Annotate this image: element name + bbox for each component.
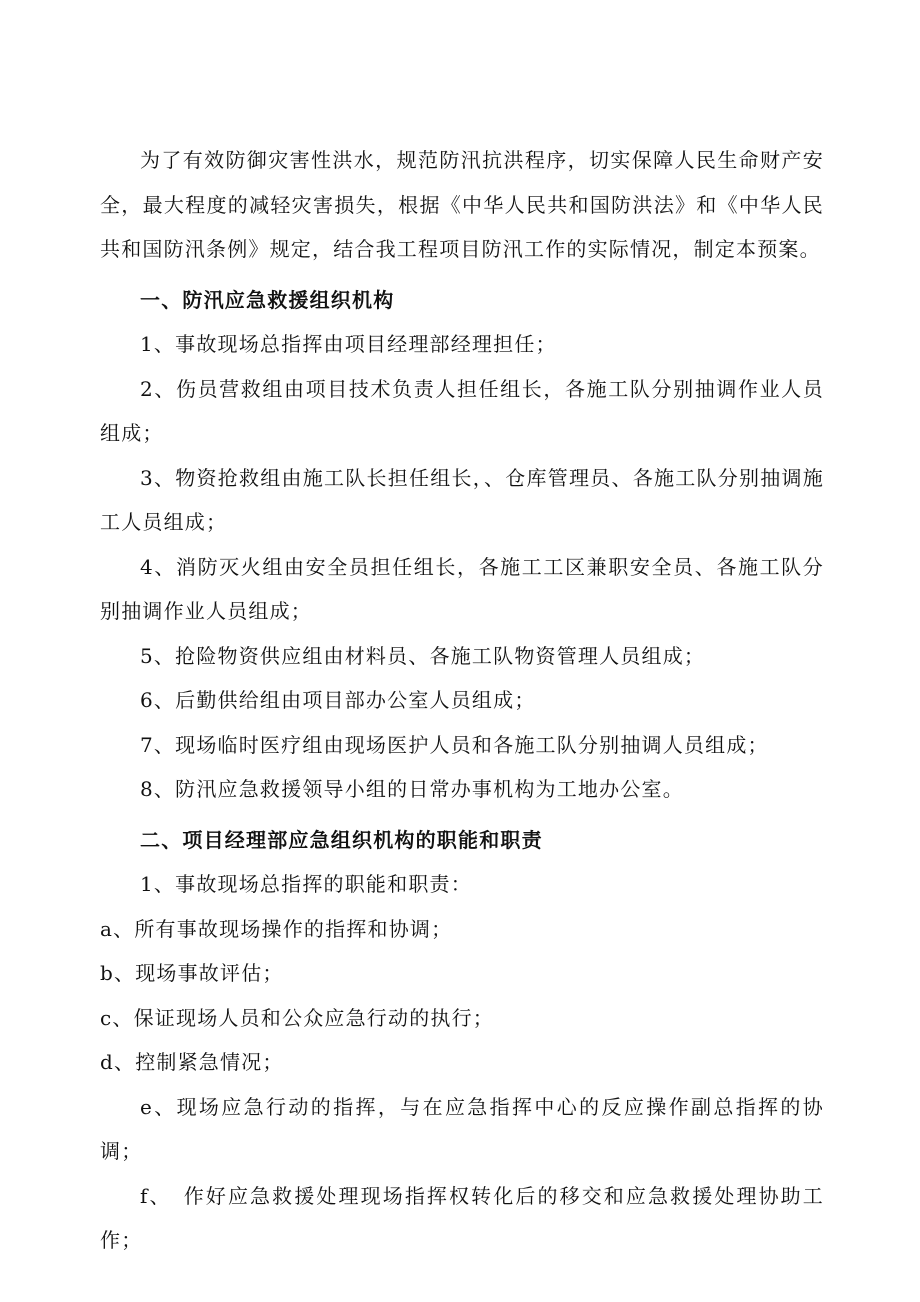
section-2-heading: 二、项目经理部应急组织机构的职能和职责 bbox=[140, 827, 543, 852]
section-2-subheading: 1、事故现场总指挥的职能和职责： bbox=[140, 872, 472, 896]
section-2-item: a、所有事故现场操作的指挥和协调； bbox=[100, 916, 453, 941]
section-1-item: 6、后勤供给组由项目部办公室人员组成； bbox=[140, 688, 536, 712]
intro-paragraph: 为了有效防御灾害性洪水，规范防汛抗洪程序，切实保障人民生命财产安全，最大程度的减轻灾害损失，根据《中华人民共和国防洪法》和《中华人民共和国防汛条例》规定，结合我工程项目防汛工作的实际情况，制定本预案。 bbox=[100, 148, 824, 261]
section-1-item: 4、消防灭火组由安全员担任组长，各施工工区兼职安全员、各施工队分别抽调作业人员组成； bbox=[100, 554, 824, 623]
section-1-item: 1、事故现场总指挥由项目经理部经理担任； bbox=[140, 332, 557, 356]
section-2-item: d、控制紧急情况； bbox=[100, 1050, 284, 1074]
section-2-item: b、现场事故评估； bbox=[100, 961, 284, 985]
section-2-item: e、现场应急行动的指挥，与在应急指挥中心的反应操作副总指挥的协调； bbox=[100, 1094, 824, 1163]
section-2-item: c、保证现场人员和公众应急行动的执行； bbox=[100, 1005, 495, 1030]
section-1-item: 2、伤员营救组由项目技术负责人担任组长，各施工队分别抽调作业人员组成； bbox=[100, 376, 824, 445]
section-1-heading: 一、防汛应急救援组织机构 bbox=[140, 287, 395, 312]
section-1-item: 7、现场临时医疗组由现场医护人员和各施工队分别抽调人员组成； bbox=[140, 732, 769, 757]
section-1-item: 3、物资抢救组由施工队长担任组长，、仓库管理员、各施工队分别抽调施工人员组成； bbox=[100, 465, 824, 534]
section-1-item: 5、抢险物资供应组由材料员、各施工队物资管理人员组成； bbox=[140, 643, 706, 668]
section-2-item: f、 作好应急救援处理现场指挥权转化后的移交和应急救援处理协助工作； bbox=[100, 1183, 824, 1252]
section-1-item: 8、防汛应急救援领导小组的日常办事机构为工地办公室。 bbox=[140, 777, 684, 801]
